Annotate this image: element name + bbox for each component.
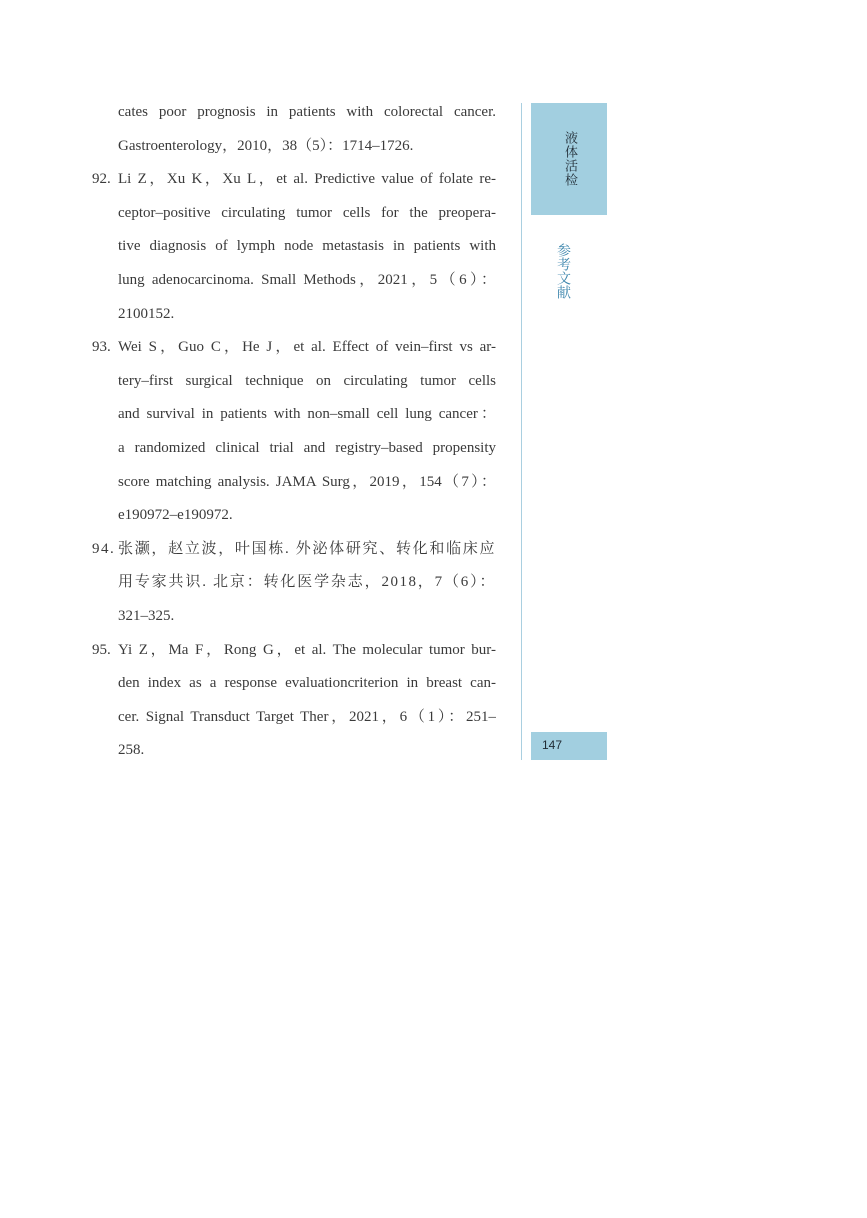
page-number: 147 [542, 738, 563, 752]
reference-line: 258. [118, 742, 145, 759]
reference-line: Gastroenterology，2010，38（5）：1714–1726. [118, 137, 414, 154]
reference-line: cates poor prognosis in patients with colorectal cancer. [118, 104, 496, 120]
reference-item-92 [92, 163, 496, 197]
page-number-box [531, 732, 607, 760]
reference-number: 93. [92, 339, 111, 356]
reference-line: 用专家共识. 北京：转化医学杂志，2018，7（6）： [118, 574, 496, 591]
reference-number: 94. [92, 540, 116, 557]
reference-line: Wei S，Guo C，He J，et al. Effect of vein–first vs ar- [118, 339, 496, 356]
reference-line: lung adenocarcinoma. Small Methods，2021，5（6）： [118, 271, 496, 288]
reference-list [92, 96, 496, 768]
reference-line: 2100152. [118, 305, 175, 322]
reference-line: den index as a response evaluationcriterion in breast can- [118, 675, 496, 692]
reference-number: 95. [92, 641, 111, 658]
reference-line: 张灏，赵立波，叶国栋. 外泌体研究、转化和临床应 [118, 540, 496, 557]
reference-line: Li Z，Xu K，Xu L，et al. Predictive value of folate re- [118, 171, 496, 188]
reference-line: score matching analysis. JAMA Surg，2019，154（7）： [118, 473, 496, 490]
reference-line: and survival in patients with non–small cell lung cancer： [118, 406, 496, 423]
reference-line: 321–325. [118, 607, 175, 624]
reference-line: tery–first surgical technique on circulating tumor cells [118, 372, 496, 389]
reference-line: tive diagnosis of lymph node metastasis in patients with [118, 238, 496, 255]
side-tab-active[interactable] [531, 103, 607, 215]
margin-divider [521, 103, 522, 760]
reference-line: a randomized clinical trial and registry–based propensity [118, 439, 496, 456]
reference-number: 92. [92, 171, 111, 188]
side-tab-active-label: 液体活检 [562, 131, 577, 187]
reference-item-94 [92, 533, 496, 567]
reference-line: e190972–e190972. [118, 507, 233, 524]
reference-item-95 [92, 634, 496, 668]
reference-item-93 [92, 331, 496, 365]
reference-line: ceptor–positive circulating tumor cells for the preopera- [118, 204, 496, 221]
side-tab-inactive[interactable]: 参考文献 [555, 243, 571, 299]
reference-line: cer. Signal Transduct Target Ther，2021，6（1）：251– [118, 708, 496, 725]
reference-line: Yi Z，Ma F，Rong G，et al. The molecular tumor bur- [118, 641, 496, 658]
